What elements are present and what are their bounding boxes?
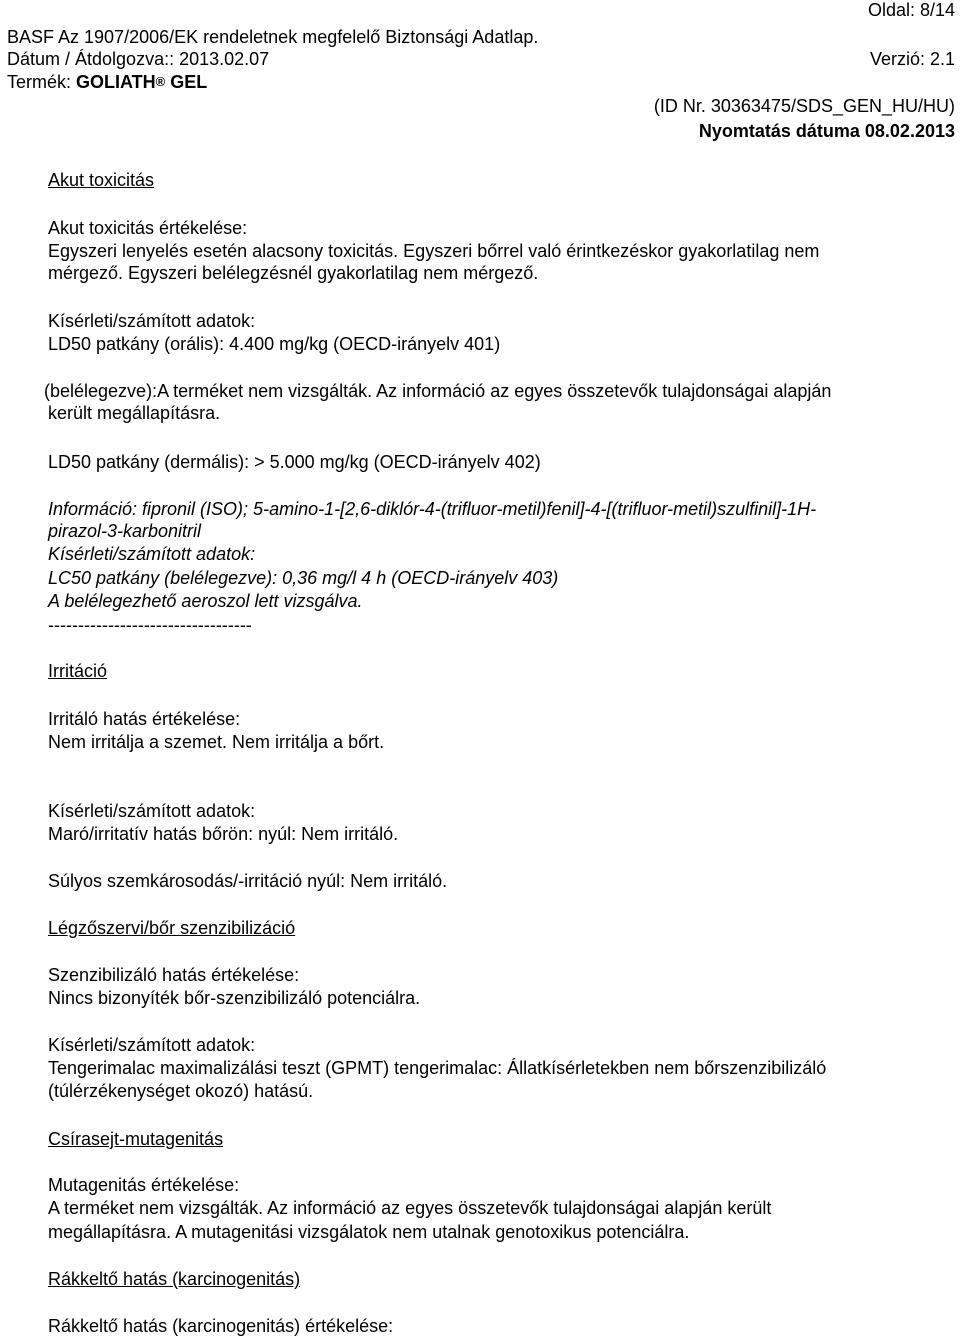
inhalation-line2: került megállapításra. [48,403,221,423]
product-line [7,72,207,92]
section-heading-acute-toxicity: Akut toxicitás [48,170,155,190]
separator: ---------------------------------- [48,615,252,635]
sensitization-assessment: Nincs bizonyíték bőr-szenzibilizáló potenciálra. [48,988,421,1008]
print-date: Nyomtatás dátuma 08.02.2013 [698,121,955,141]
acute-assessment-label: Akut toxicitás értékelése: [48,218,248,238]
product-name: GOLIATH [76,72,156,92]
document-title: BASF Az 1907/2006/EK rendeletnek megfelelő Biztonsági Adatlap. [7,27,539,47]
eye-irritation: Súlyos szemkárosodás/-irritáció nyúl: Nem irritáló. [48,871,448,891]
skin-irritation: Maró/irritatív hatás bőrön: nyúl: Nem irritáló. [48,824,399,844]
product-suffix: GEL [165,72,208,92]
section-heading-mutagenicity: Csírasejt-mutagenitás [48,1129,224,1149]
mutagenicity-line1: A terméket nem vizsgálták. Az információ az egyes összetevők tulajdonságai alapján került [48,1198,772,1218]
page-number: Oldal: 8/14 [867,0,955,20]
info-line1: Információ: fipronil (ISO); 5-amino-1-[2,6-diklór-4-(trifluor-metil)fenil]-4-[(trifluor-metil)szulfinil]-1H- [48,499,817,519]
acute-assessment-line2: mérgező. Egyszeri belélegzésnél gyakorlatilag nem mérgező. [48,263,539,283]
acute-assessment-line1: Egyszeri lenyelés esetén alacsony toxicitás. Egyszeri bőrrel való érintkezéskor gyakorlatilag nem [48,241,820,261]
gpmt-line1: Tengerimalac maximalizálási teszt (GPMT) tengerimalac: Állatkísérletekben nem bőrszenzibilizáló [48,1058,827,1078]
sensitization-exp-label: Kísérleti/számított adatok: [48,1035,256,1055]
section-heading-sensitization: Légzőszervi/bőr szenzibilizáció [48,918,296,938]
gpmt-line2: (túlérzékenységet okozó) hatású. [48,1081,314,1101]
acute-exp-label: Kísérleti/számított adatok: [48,311,256,331]
irritation-assessment: Nem irritálja a szemet. Nem irritálja a bőrt. [48,732,385,752]
sensitization-assessment-label: Szenzibilizáló hatás értékelése: [48,965,300,985]
section-heading-carcinogenicity: Rákkeltő hatás (karcinogenitás) [48,1269,301,1289]
ld50-oral: LD50 patkány (orális): 4.400 mg/kg (OECD-irányelv 401) [48,334,501,354]
ld50-dermal: LD50 patkány (dermális): > 5.000 mg/kg (OECD-irányelv 402) [48,452,541,472]
registered-mark: ® [155,74,166,89]
section-heading-irritation: Irritáció [48,661,108,681]
mutagenicity-assessment-label: Mutagenitás értékelése: [48,1175,240,1195]
lc50: LC50 patkány (belélegezve): 0,36 mg/l 4 h (OECD-irányelv 403) [48,568,559,588]
irritation-assessment-label: Irritáló hatás értékelése: [48,709,241,729]
inhalation-line1: (belélegezve):A terméket nem vizsgálták. Az információ az egyes összetevők tulajdonságai alapján [44,381,832,401]
info-exp-label: Kísérleti/számított adatok: [48,544,256,564]
document-id: (ID Nr. 30363475/SDS_GEN_HU/HU) [653,96,955,116]
info-line2: pirazol-3-karbonitril [48,521,202,541]
product-prefix: Termék: [7,72,77,92]
version: Verzió: 2.1 [869,49,955,69]
carcinogenicity-assessment-label: Rákkeltő hatás (karcinogenitás) értékelése: [48,1316,394,1336]
mutagenicity-line2: megállapításra. A mutagenitási vizsgálatok nem utalnak genotoxikus potenciálra. [48,1222,690,1242]
aerosol-note: A belélegezhető aeroszol lett vizsgálva. [48,591,363,611]
irritation-exp-label: Kísérleti/számított adatok: [48,801,256,821]
revision-date: Dátum / Átdolgozva:: 2013.02.07 [7,49,270,69]
